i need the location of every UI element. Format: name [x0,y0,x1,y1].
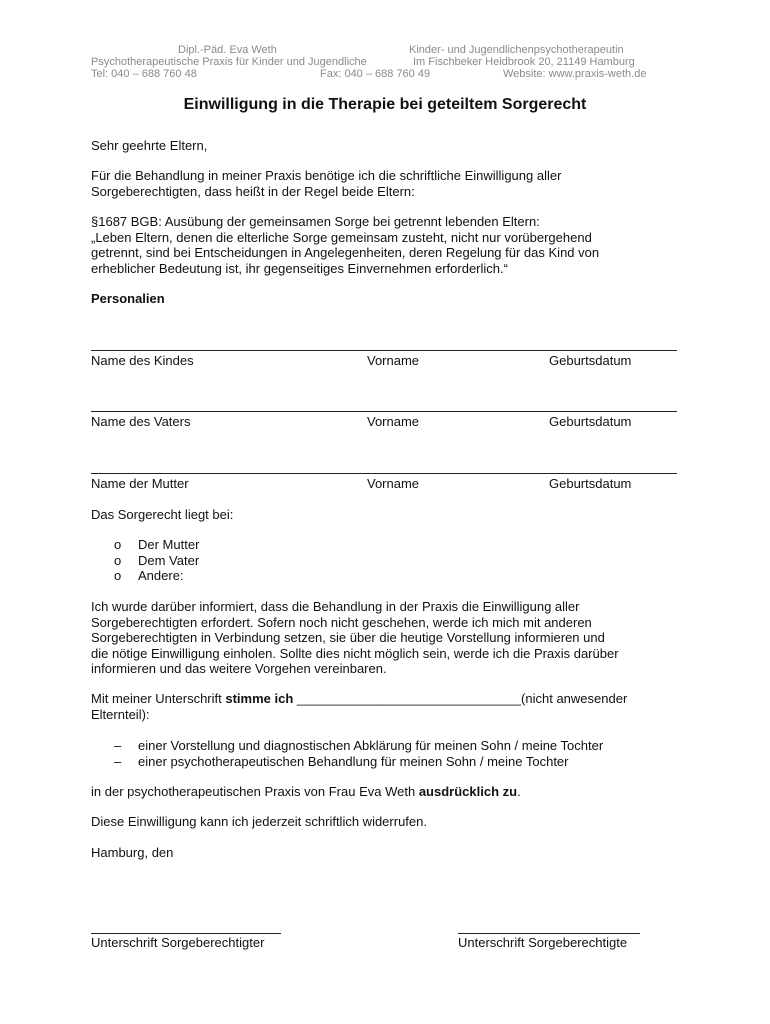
practice-line-suffix: . [517,784,521,799]
personalien-heading: Personalien [91,291,165,306]
option-bullet: o [114,537,122,552]
consent-paragraph [91,691,627,722]
intro-line: Für die Behandlung in meiner Praxis benötige ich die schriftliche Einwilligung aller [91,168,562,183]
header-practice: Psychotherapeutische Praxis für Kinder und Jugendliche [91,56,367,68]
consent-bold: stimme ich [225,691,294,706]
header-profession: Kinder- und Jugendlichenpsychotherapeutin [409,44,624,56]
father-name-label: Name des Vaters [91,414,191,429]
law-line: erheblicher Bedeutung ist, ihr gegenseitiges Einvernehmen erforderlich.“ [91,260,508,276]
intro-line: Sorgeberechtigten, dass heißt in der Regel beide Eltern: [91,183,415,199]
option-label: Andere: [138,568,184,583]
mother-birthdate-label: Geburtsdatum [549,476,632,491]
document-title: Einwilligung in die Therapie bei geteiltem Sorgerecht [183,96,587,113]
law-paragraph [91,214,599,276]
info-line: Sorgeberechtigten erfordert. Sofern noch nicht geschehen, werde ich mich mit anderen [91,614,592,630]
custody-label: Das Sorgerecht liegt bei: [91,507,234,522]
child-name-label: Name des Kindes [91,353,194,368]
father-birthdate-label: Geburtsdatum [549,414,632,429]
consent-line2: Elternteil): [91,706,150,722]
consent-prefix: Mit meiner Unterschrift [91,691,226,706]
mother-firstname-label: Vorname [367,476,420,491]
option-label: Dem Vater [138,552,200,568]
signature-label-right: Unterschrift Sorgeberechtigte [458,935,628,950]
header-name: Dipl.-Päd. Eva Weth [178,44,277,56]
treatment-text: einer Vorstellung und diagnostischen Abklärung für meinen Sohn / meine Tochter [138,738,604,753]
consent-blank[interactable]: _______________________________ [293,691,522,706]
signature-line-right[interactable] [458,933,640,934]
law-line: „Leben Eltern, denen die elterliche Sorge gemeinsam zusteht, nicht nur vorübergehend [91,229,592,245]
revoke-text: Diese Einwilligung kann ich jederzeit schriftlich widerrufen. [91,814,427,829]
child-name-line[interactable] [91,350,677,351]
treatment-text: einer psychotherapeutischen Behandlung für meinen Sohn / meine Tochter [138,753,569,769]
law-line: getrennt, sind bei Entscheidungen in Angelegenheiten, deren Regelung für das Kind von [91,245,600,260]
law-line: §1687 BGB: Ausübung der gemeinsamen Sorge bei getrennt lebenden Eltern: [91,214,540,229]
header-website: Website: www.praxis-weth.de [503,68,647,80]
greeting: Sehr geehrte Eltern, [91,138,208,153]
intro-paragraph [91,168,561,199]
practice-line [91,784,521,800]
info-line: die nötige Einwilligung einholen. Sollte dies nicht möglich sein, werde ich die Praxis darüber [91,645,619,661]
info-line: informieren und das weitere Vorgehen vereinbaren. [91,661,387,676]
child-firstname-label: Vorname [367,353,420,368]
signature-line-left[interactable] [91,933,281,934]
option-label: Der Mutter [138,537,200,552]
info-paragraph [91,599,619,677]
dash-bullet: – [114,738,122,753]
signature-label-left: Unterschrift Sorgeberechtigter [91,935,265,950]
info-line: Ich wurde darüber informiert, dass die Behandlung in der Praxis die Einwilligung aller [91,599,580,614]
mother-name-line[interactable] [91,473,677,474]
dash-bullet: – [114,753,122,769]
info-line: Sorgeberechtigten in Verbindung setzen, sie über die heutige Vorstellung informieren und [91,630,605,645]
place-date: Hamburg, den [91,845,174,860]
father-name-line[interactable] [91,411,677,412]
consent-suffix: (nicht anwesender [521,691,628,706]
header-address: Im Fischbeker Heidbrook 20, 21149 Hamburg [413,56,635,68]
option-bullet: o [114,552,122,568]
child-birthdate-label: Geburtsdatum [549,353,632,368]
header-phone: Tel: 040 – 688 760 48 [91,68,197,80]
mother-name-label: Name der Mutter [91,476,189,491]
practice-line-prefix: in der psychotherapeutischen Praxis von Frau Eva Weth [91,784,419,799]
father-firstname-label: Vorname [367,414,420,429]
option-bullet: o [114,568,122,583]
practice-line-bold: ausdrücklich zu [418,784,518,799]
header-fax: Fax: 040 – 688 760 49 [320,68,431,80]
